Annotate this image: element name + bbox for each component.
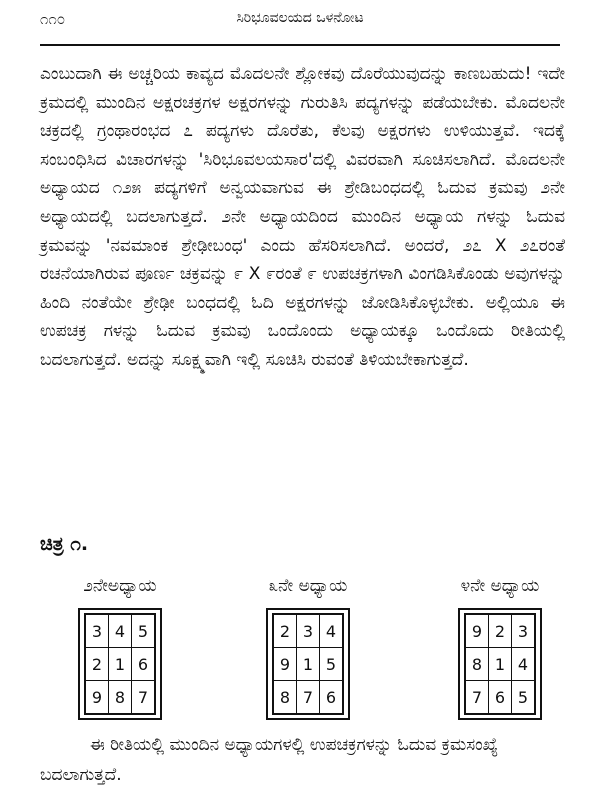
number-grid (84, 613, 156, 715)
grid-cell: 8 (465, 648, 489, 681)
grid-title: ೩ನೇ ಅಧ್ಯಾಯ (268, 576, 348, 596)
grid-cell: 5 (132, 614, 156, 648)
grid-cell: 1 (109, 648, 132, 681)
grid-cell: 1 (297, 648, 320, 681)
grid-title: ೨ನೇಅಧ್ಯಾಯ (83, 576, 157, 596)
running-title: ಸಿರಿಭೂವಲಯದ ಒಳನೋಟ (236, 10, 364, 26)
grid-cell: 4 (512, 648, 536, 681)
grid-title: ೪ನೇ ಅಧ್ಯಾಯ (460, 576, 540, 596)
closing-paragraph: ಈ ರೀತಿಯಲ್ಲಿ ಮುಂದಿನ ಅಧ್ಯಾಯಗಳಲ್ಲಿ ಉಪಚಕ್ರಗಳನ್ನು ಓದುವ ಕ್ರಮಸಂಖ್ಯೆ ಬದಲಾಗುತ್ತದೆ. (40, 735, 499, 785)
grid-cell: 2 (489, 614, 512, 648)
grid-cell: 3 (85, 614, 109, 648)
body-paragraph: ಎಂಬುದಾಗಿ ಈ ಅಚ್ಚರಿಯ ಕಾವ್ಯದ ಮೊದಲನೇ ಶ್ಲೋಕವು ದೊರೆಯುವುದನ್ನು ಕಾಣಬಹುದು! ಇದೇ ಕ್ರಮದಲ್ಲಿ ಮುಂದಿನ ಅಕ್ಷರಚಕ್ರಗಳ ಅಕ್ಷರಗಳನ್ನು ಗುರುತಿಸಿ ಪದ್ಯಗಳನ್ನು ಪಡೆಯಬೇಕು. ಮೊದಲನೇ ಚಕ್ರದಲ್ಲಿ ಗ್ರಂಥಾರಂಭದ ೭ ಪದ್ಯಗಳು ದೊರೆತು, ಕೆಲವು ಅಕ್ಷರಗಳು ಉಳಿಯುತ್ತವೆ. ಇದಕ್ಕೆ ಸಂಬಂಧಿಸಿದ ವಿಚಾರಗಳನ್ನು 'ಸಿರಿಭೂವಲಯಸಾರ'ದಲ್ಲಿ ವಿವರವಾಗಿ ಸೂಚಿಸಲಾಗಿದೆ. ಮೊದಲನೇ ಅಧ್ಯಾಯದ ೧೨೫ ಪದ್ಯಗಳಿಗೆ ಅನ್ವಯವಾಗುವ ಈ ಶ್ರೇಡಿಬಂಧದಲ್ಲಿ ಓದುವ ಕ್ರಮವು ೨ನೇ ಅಧ್ಯಾಯದಲ್ಲಿ ಬದಲಾಗುತ್ತದೆ. ೨ನೇ ಅಧ್ಯಾಯದಿಂದ ಮುಂದಿನ ಅಧ್ಯಾಯ ಗಳನ್ನು ಓದುವ ಕ್ರಮವನ್ನು 'ನವಮಾಂಕ ಶ್ರೇಢೀಬಂಧ' ಎಂದು ಹೆಸರಿಸಲಾಗಿದೆ. ಅಂದರೆ, ೨೭ X ೨೭ರಂತೆ ರಚನೆಯಾಗಿರುವ ಪೂರ್ಣ ಚಕ್ರವನ್ನು ೯ X ೯ರಂತೆ ೯ ಉಪಚಕ್ರಗಳಾಗಿ ವಿಂಗಡಿಸಿಕೊಂಡು ಅವುಗಳನ್ನು ಹಿಂದಿ ನಂತೆಯೇ ಶ್ರೇಢೀ ಬಂಧದಲ್ಲಿ ಓದಿ ಅಕ್ಷರಗಳನ್ನು ಜೋಡಿಸಿಕೊಳ್ಳಬೇಕು. ಅಲ್ಲಿಯೂ ಈ ಉಪಚಕ್ರ ಗಳನ್ನು ಓದುವ ಕ್ರಮವು ಒಂದೊಂದು ಅಧ್ಯಾಯಕ್ಕೂ ಒಂದೊದು ರೀತಿಯಲ್ಲಿ ಬದಲಾಗುತ್ತದೆ. ಅದನ್ನು ಸೂಕ್ಷ್ಮವಾಗಿ ಇಲ್ಲಿ ಸೂಚಿಸಿ ರುವಂತೆ ತಿಳಿಯಬೇಕಾಗುತ್ತದೆ. (40, 64, 565, 370)
grid-cell: 9 (85, 681, 109, 715)
grid-cell: 5 (320, 648, 344, 681)
grid-cell: 2 (85, 648, 109, 681)
grid-cell: 8 (109, 681, 132, 715)
grid-cell: 7 (297, 681, 320, 715)
header-rule (40, 44, 560, 46)
figure-label: ಚಿತ್ರ ೧. (40, 533, 89, 555)
grid-cell: 9 (465, 614, 489, 648)
grid-cell: 6 (320, 681, 344, 715)
grid-cell: 7 (465, 681, 489, 715)
grid-chapter-3 (228, 576, 388, 720)
grid-cell: 2 (273, 614, 297, 648)
grid-cell: 9 (273, 648, 297, 681)
grid-cell: 1 (489, 648, 512, 681)
grid-cell: 6 (132, 648, 156, 681)
grid-cell: 8 (273, 681, 297, 715)
number-grid (464, 613, 536, 715)
grid-cell: 7 (132, 681, 156, 715)
grid-cell: 3 (297, 614, 320, 648)
grid-cell: 6 (489, 681, 512, 715)
grid-cell: 3 (512, 614, 536, 648)
number-grid (272, 613, 344, 715)
grid-cell: 4 (320, 614, 344, 648)
grid-chapter-4 (420, 576, 580, 720)
page-header (40, 10, 560, 36)
grid-cell: 5 (512, 681, 536, 715)
grid-chapter-2 (40, 576, 200, 720)
page-number: ೧೧೦ (40, 10, 66, 28)
grid-cell: 4 (109, 614, 132, 648)
